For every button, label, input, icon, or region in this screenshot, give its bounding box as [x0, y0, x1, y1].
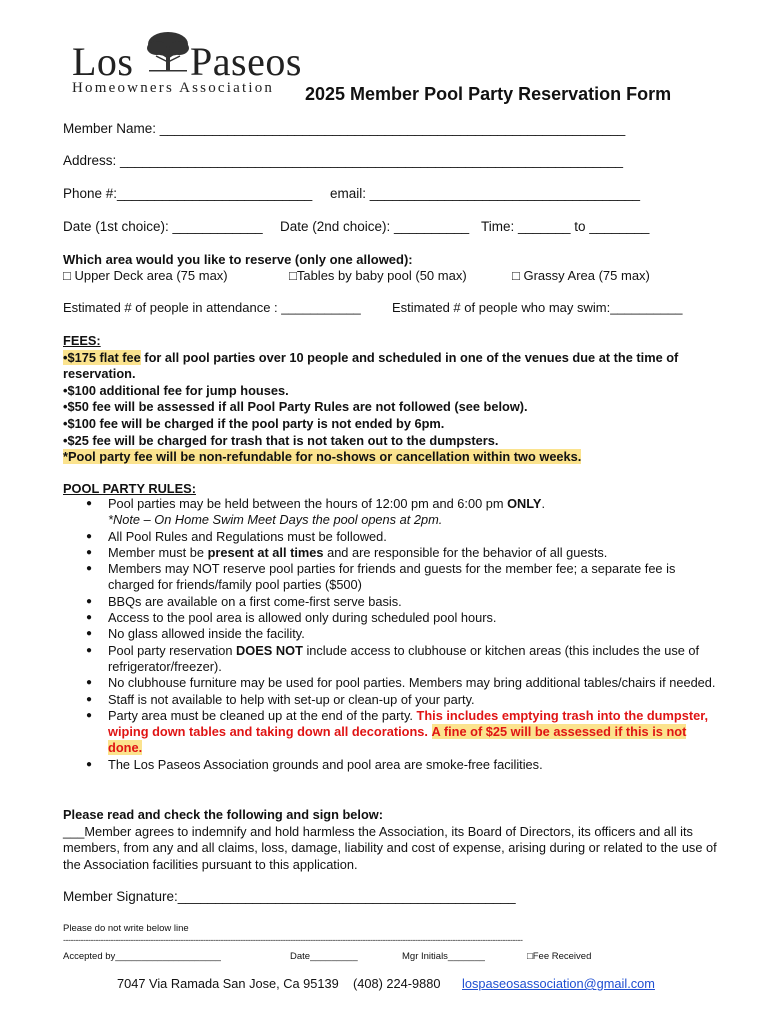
- fine-warning-highlight: A fine of $25 will be assessed if this is not done.: [108, 724, 687, 756]
- accepted-by-field[interactable]: Accepted by____________________: [63, 951, 221, 962]
- fee-received-checkbox[interactable]: □Fee Received: [527, 951, 592, 962]
- fee-line-rules: •$50 fee will be assessed if all Pool Party Rules are not followed (see below).: [63, 399, 528, 415]
- rule-item: ● Pool party reservation DOES NOT include access to clubhouse or kitchen areas (this includes the use of refrigerator/freezer).: [63, 643, 723, 676]
- footer-email-link[interactable]: lospaseosassociation@gmail.com: [462, 976, 655, 991]
- rule-item: ● All Pool Rules and Regulations must be followed.: [63, 529, 723, 545]
- rule-item: ● Member must be present at all times and are responsible for the behavior of all guests.: [63, 545, 723, 561]
- member-signature-field[interactable]: Member Signature:_____________________________________________: [63, 889, 516, 904]
- flat-fee-highlight: •$175 flat fee: [63, 349, 141, 365]
- phone-field[interactable]: Phone #:__________________________: [63, 186, 313, 201]
- rule-item: ● Access to the pool area is allowed only during scheduled pool hours.: [63, 610, 723, 626]
- attendance-estimate-field[interactable]: Estimated # of people in attendance : ___________: [63, 300, 361, 315]
- logo-text-paseos: Paseos: [190, 39, 302, 84]
- rule-note: *Note – On Home Swim Meet Days the pool opens at 2pm.: [108, 512, 443, 528]
- logo-text-los: Los: [72, 39, 134, 84]
- tree-logo-icon: [143, 28, 193, 78]
- refund-policy-highlight: *Pool party fee will be non-refundable for no-shows or cancellation within two weeks.: [63, 449, 582, 465]
- agreement-section: [63, 807, 723, 873]
- date-first-choice-field[interactable]: Date (1st choice): ____________: [63, 219, 263, 234]
- mgr-initials-field[interactable]: Mgr Initials_______: [402, 951, 485, 962]
- rules-list: [63, 496, 723, 773]
- agreement-text: ___Member agrees to indemnify and hold harmless the Association, its Board of Directors, its officers and all its members, from any and all claims, loss, damage, liability and cost of expense, arising during or related to the use of the Association facilities pursuant to this application.: [63, 823, 717, 872]
- time-field[interactable]: Time: _______ to ________: [481, 219, 650, 234]
- swim-estimate-field[interactable]: Estimated # of people who may swim:__________: [392, 300, 683, 315]
- rule-item: ● The Los Paseos Association grounds and pool area are smoke-free facilities.: [63, 757, 723, 773]
- fee-line-flat: •$175 flat fee for all pool parties over 10 people and scheduled in one of the venues due at the time of reservation.: [63, 349, 679, 382]
- rule-item: ● No glass allowed inside the facility.: [63, 626, 723, 642]
- checkbox-icon: □: [527, 951, 533, 962]
- area-option-upper-deck[interactable]: □ Upper Deck area (75 max): [63, 268, 228, 283]
- agreement-heading: Please read and check the following and sign below:: [63, 807, 383, 822]
- logo-subtitle: Homeowners Association: [72, 80, 275, 96]
- rule-item: ● Party area must be cleaned up at the end of the party. This includes emptying trash into the dumpster, wiping down tables and taking down all decorations. A fine of $25 will be assessed if this is not done.: [63, 708, 723, 757]
- rule-item: ● Members may NOT reserve pool parties for friends and guests for the member fee; a separate fee is charged for friends/family pool parties ($500): [63, 561, 723, 594]
- area-question: Which area would you like to reserve (only one allowed):: [63, 252, 413, 267]
- footer-phone: (408) 224-9880: [353, 976, 441, 991]
- footer-address: 7047 Via Ramada San Jose, Ca 95139: [117, 976, 339, 991]
- office-date-field[interactable]: Date_________: [290, 951, 358, 962]
- date-second-choice-field[interactable]: Date (2nd choice): __________: [280, 219, 470, 234]
- fee-line-trash: •$25 fee will be charged for trash that is not taken out to the dumpsters.: [63, 432, 499, 448]
- rule-item: ● BBQs are available on a first come-first serve basis.: [63, 594, 723, 610]
- fees-heading: FEES:: [63, 333, 101, 348]
- divider-line: ----------------------------------------------------------------------------------------------------------------------------------------------------------------------------------------: [63, 935, 523, 945]
- member-name-field[interactable]: Member Name: ______________________________________________________________: [63, 121, 626, 136]
- rule-item: ● Pool parties may be held between the hours of 12:00 pm and 6:00 pm ONLY. *Note – On Home Swim Meet Days the pool opens at 2pm.: [63, 496, 723, 529]
- email-field[interactable]: email: ____________________________________: [330, 186, 641, 201]
- fee-line-jump-houses: •$100 additional fee for jump houses.: [63, 382, 289, 398]
- fee-line-late: •$100 fee will be charged if the pool party is not ended by 6pm.: [63, 415, 445, 431]
- rules-heading: POOL PARTY RULES:: [63, 481, 196, 496]
- office-use-note: Please do not write below line: [63, 923, 189, 934]
- form-title: 2025 Member Pool Party Reservation Form: [305, 84, 672, 104]
- address-field[interactable]: Address: ___________________________________________________________________: [63, 153, 624, 168]
- area-option-grassy[interactable]: □ Grassy Area (75 max): [512, 268, 650, 283]
- fees-section: [63, 333, 743, 466]
- rule-item: ● Staff is not available to help with set-up or clean-up of your party.: [63, 692, 723, 708]
- area-option-baby-pool[interactable]: □Tables by baby pool (50 max): [289, 268, 467, 283]
- rule-item: ● No clubhouse furniture may be used for pool parties. Members may bring additional tables/chairs if needed.: [63, 675, 723, 691]
